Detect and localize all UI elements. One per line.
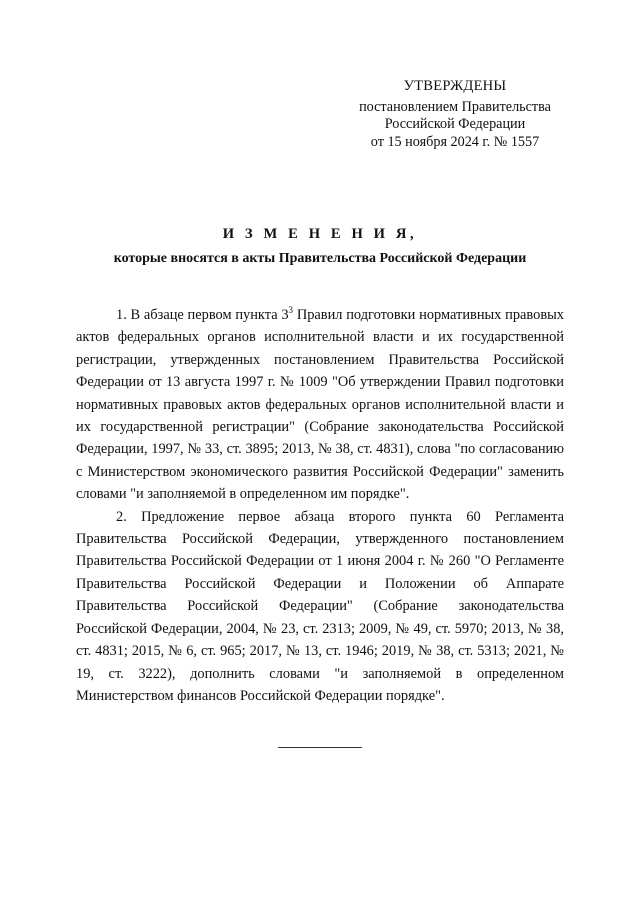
amendment-item-2 bbox=[76, 506, 564, 708]
amendment-item-1-superscript: 3 bbox=[288, 305, 294, 315]
document-title: И З М Е Н Е Н И Я, bbox=[222, 226, 418, 242]
approval-heading: УТВЕРЖДЕНЫ bbox=[403, 78, 507, 94]
approval-line-2: Российской Федерации bbox=[384, 116, 526, 132]
approval-block bbox=[340, 78, 570, 151]
approval-line-3: от 15 ноября 2024 г. № 1557 bbox=[370, 133, 540, 150]
end-divider bbox=[278, 747, 362, 748]
amendment-item-1-prefix: 1. В абзаце первом пункта 3 bbox=[116, 307, 289, 323]
amendment-item-2-text: 2. Предложение первое абзаца второго пункта 60 Регламента Правительства Российской Федерации, утвержденного постановлением Правительства Российской Федерации от 1 июня 2004 г. № 260 "О Регламенте Правительства Российской Федерации и Положении об Аппарате Правительства Российской Федерации" (Собрание законодательства Российской Федерации, 2004, № 23, ст. 2313; 2009, № 49, ст. 5970; 2013, № 38, ст. 4831; 2015, № 6, ст. 965; 2017, № 13, ст. 1946; 2019, № 38, ст. 5313; 2021, № 19, ст. 3222), дополнить словами "и заполняемой в определенном Министерством финансов Российской Федерации порядке". bbox=[76, 508, 564, 704]
document-subtitle: которые вносятся в акты Правительства Российской Федерации bbox=[113, 251, 527, 266]
amendment-item-1 bbox=[76, 304, 564, 506]
approval-line-1: постановлением Правительства bbox=[359, 98, 551, 115]
amendment-item-1-text: Правил подготовки нормативных правовых актов федеральных органов исполнительной власти и их государственной регистрации, утвержденных постановлением Правительства Российской Федерации от 13 августа 1997 г. № 1009 "Об утверждении Правил подготовки нормативных правовых актов федеральных органов исполнительной власти и их государственной регистрации" (Собрание законодательства Российской Федерации, 1997, № 33, ст. 3895; 2013, № 38, ст. 4831), слова "по согласованию с Министерством экономического развития Российской Федерации" заменить словами "и заполняемой в определенном им порядке". bbox=[76, 307, 564, 503]
document-body bbox=[76, 304, 564, 707]
